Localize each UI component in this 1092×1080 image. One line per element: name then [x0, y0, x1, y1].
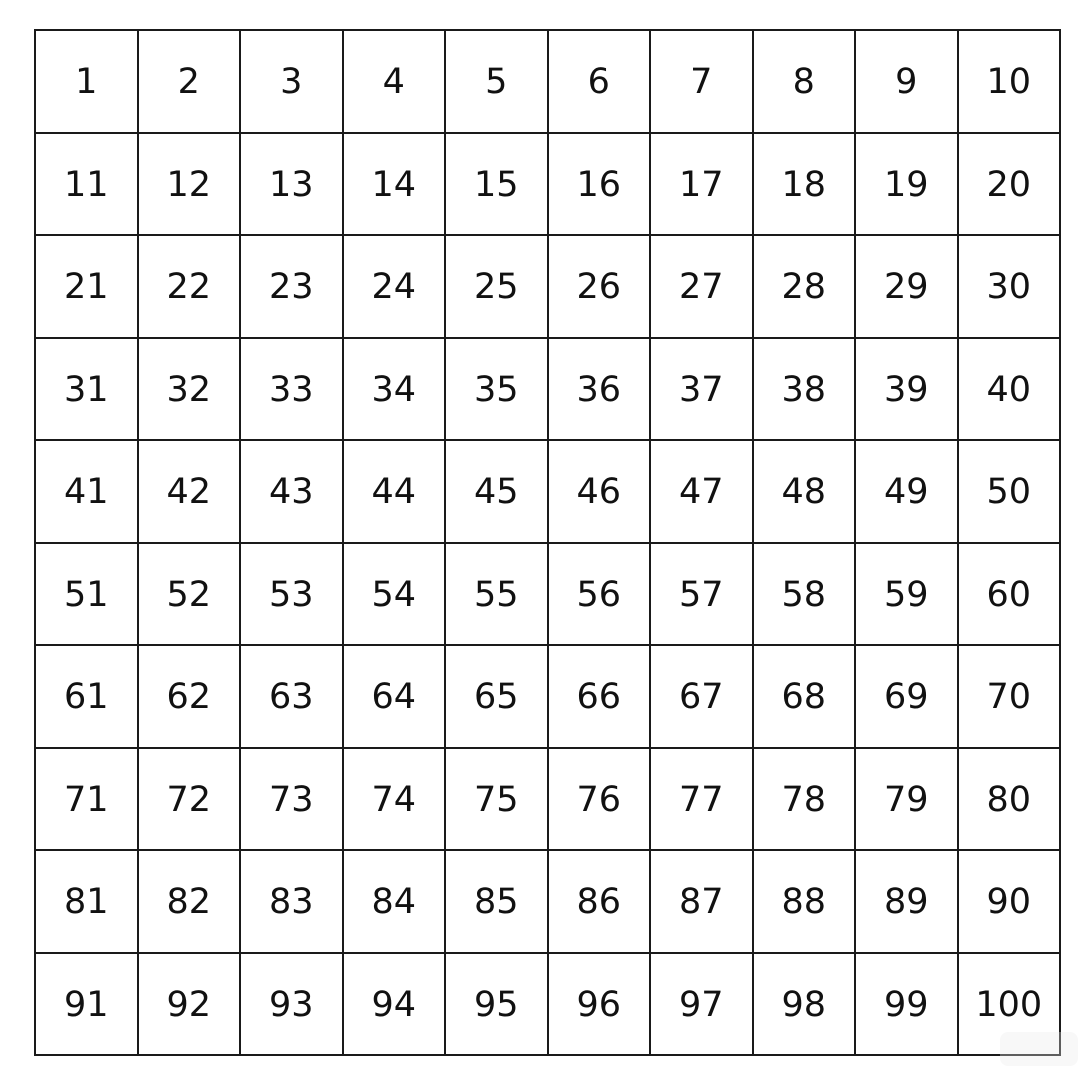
number-cell: 86 [548, 850, 651, 953]
number-cell: 3 [240, 30, 343, 133]
number-cell: 26 [548, 235, 651, 338]
hundred-chart-body [35, 30, 1060, 1055]
number-cell: 80 [958, 748, 1061, 851]
number-cell: 46 [548, 440, 651, 543]
number-cell: 78 [753, 748, 856, 851]
number-cell: 88 [753, 850, 856, 953]
number-cell: 22 [138, 235, 241, 338]
number-cell: 54 [343, 543, 446, 646]
table-row [35, 440, 1060, 543]
number-cell: 48 [753, 440, 856, 543]
number-cell: 7 [650, 30, 753, 133]
number-cell: 39 [855, 338, 958, 441]
number-cell: 96 [548, 953, 651, 1056]
number-cell: 69 [855, 645, 958, 748]
number-cell: 21 [35, 235, 138, 338]
number-cell: 92 [138, 953, 241, 1056]
number-cell: 29 [855, 235, 958, 338]
number-cell: 27 [650, 235, 753, 338]
number-cell: 74 [343, 748, 446, 851]
number-cell: 20 [958, 133, 1061, 236]
number-cell: 95 [445, 953, 548, 1056]
number-cell: 76 [548, 748, 651, 851]
number-cell: 89 [855, 850, 958, 953]
number-cell: 34 [343, 338, 446, 441]
number-cell: 79 [855, 748, 958, 851]
number-cell: 12 [138, 133, 241, 236]
number-cell: 24 [343, 235, 446, 338]
number-cell: 98 [753, 953, 856, 1056]
number-cell: 75 [445, 748, 548, 851]
table-row [35, 235, 1060, 338]
number-cell: 19 [855, 133, 958, 236]
number-cell: 71 [35, 748, 138, 851]
number-cell: 13 [240, 133, 343, 236]
table-row [35, 850, 1060, 953]
number-cell: 70 [958, 645, 1061, 748]
number-cell: 31 [35, 338, 138, 441]
number-cell: 32 [138, 338, 241, 441]
number-cell: 59 [855, 543, 958, 646]
number-cell: 36 [548, 338, 651, 441]
number-cell: 68 [753, 645, 856, 748]
table-row [35, 748, 1060, 851]
number-cell: 40 [958, 338, 1061, 441]
number-cell: 38 [753, 338, 856, 441]
number-cell: 53 [240, 543, 343, 646]
table-row [35, 953, 1060, 1056]
number-cell: 25 [445, 235, 548, 338]
number-cell: 47 [650, 440, 753, 543]
number-cell: 8 [753, 30, 856, 133]
number-cell: 33 [240, 338, 343, 441]
number-cell: 81 [35, 850, 138, 953]
number-cell: 62 [138, 645, 241, 748]
number-cell: 65 [445, 645, 548, 748]
number-cell: 85 [445, 850, 548, 953]
number-cell: 91 [35, 953, 138, 1056]
number-cell: 6 [548, 30, 651, 133]
number-cell: 90 [958, 850, 1061, 953]
number-cell: 23 [240, 235, 343, 338]
number-cell: 14 [343, 133, 446, 236]
table-row [35, 30, 1060, 133]
number-cell: 45 [445, 440, 548, 543]
number-cell: 37 [650, 338, 753, 441]
number-cell: 1 [35, 30, 138, 133]
number-cell: 49 [855, 440, 958, 543]
number-cell: 28 [753, 235, 856, 338]
number-cell: 67 [650, 645, 753, 748]
number-cell: 87 [650, 850, 753, 953]
table-row [35, 645, 1060, 748]
number-cell: 10 [958, 30, 1061, 133]
watermark-logo [1000, 1032, 1078, 1066]
table-row [35, 338, 1060, 441]
number-cell: 44 [343, 440, 446, 543]
number-cell: 93 [240, 953, 343, 1056]
number-cell: 61 [35, 645, 138, 748]
number-cell: 15 [445, 133, 548, 236]
number-cell: 66 [548, 645, 651, 748]
number-cell: 63 [240, 645, 343, 748]
number-cell: 57 [650, 543, 753, 646]
number-cell: 83 [240, 850, 343, 953]
number-cell: 11 [35, 133, 138, 236]
number-cell: 35 [445, 338, 548, 441]
number-cell: 82 [138, 850, 241, 953]
number-cell: 55 [445, 543, 548, 646]
number-cell: 4 [343, 30, 446, 133]
number-cell: 84 [343, 850, 446, 953]
hundred-chart-table [34, 29, 1061, 1056]
number-cell: 43 [240, 440, 343, 543]
number-cell: 58 [753, 543, 856, 646]
number-cell: 100 [958, 953, 1061, 1056]
number-cell: 9 [855, 30, 958, 133]
number-cell: 50 [958, 440, 1061, 543]
number-cell: 99 [855, 953, 958, 1056]
table-row [35, 543, 1060, 646]
number-cell: 77 [650, 748, 753, 851]
number-cell: 64 [343, 645, 446, 748]
number-cell: 41 [35, 440, 138, 543]
number-cell: 51 [35, 543, 138, 646]
number-cell: 56 [548, 543, 651, 646]
number-cell: 5 [445, 30, 548, 133]
number-cell: 17 [650, 133, 753, 236]
number-cell: 60 [958, 543, 1061, 646]
number-cell: 2 [138, 30, 241, 133]
number-cell: 30 [958, 235, 1061, 338]
number-cell: 42 [138, 440, 241, 543]
number-cell: 52 [138, 543, 241, 646]
number-cell: 94 [343, 953, 446, 1056]
table-row [35, 133, 1060, 236]
number-cell: 73 [240, 748, 343, 851]
number-cell: 97 [650, 953, 753, 1056]
number-cell: 72 [138, 748, 241, 851]
number-cell: 18 [753, 133, 856, 236]
number-cell: 16 [548, 133, 651, 236]
